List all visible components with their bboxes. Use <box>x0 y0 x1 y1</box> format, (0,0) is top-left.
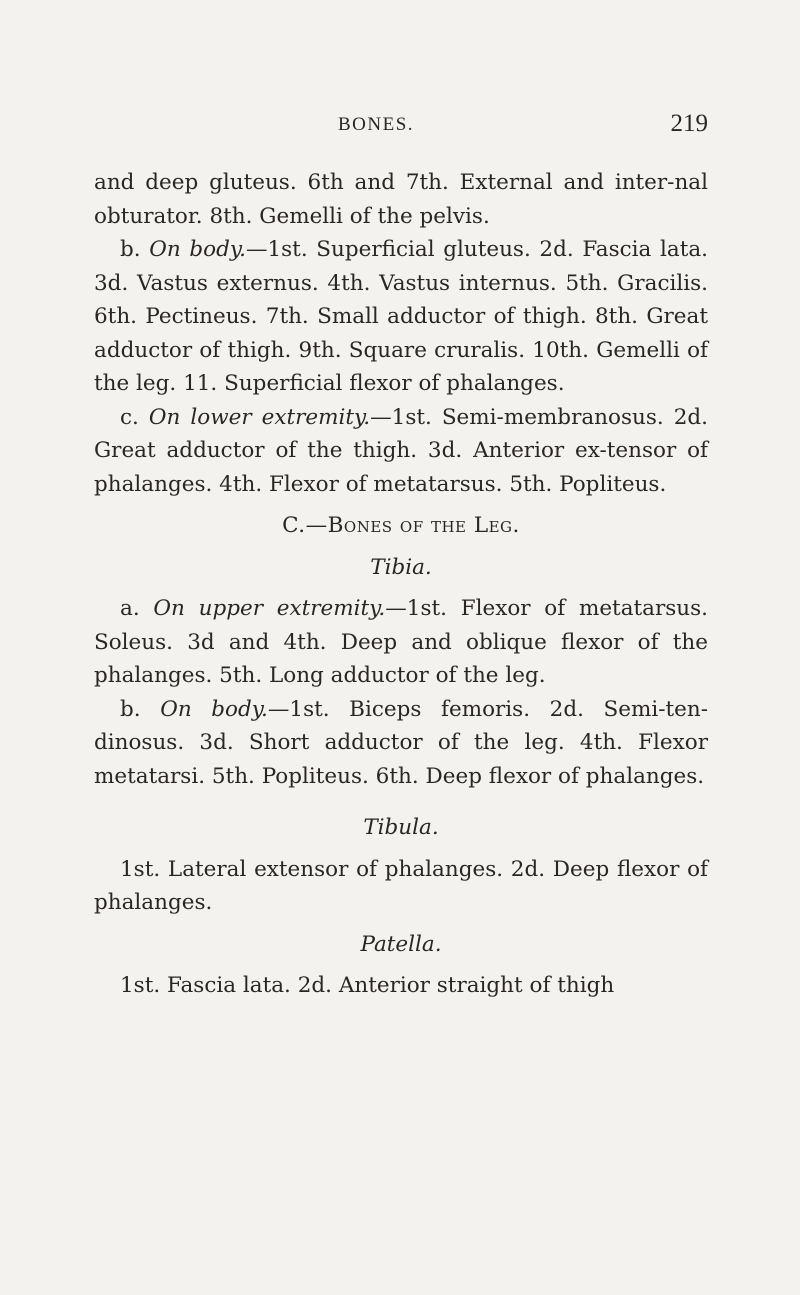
tibia-upper-extremity: a. On upper extremity.—1st. Flexor of metatarsus. Soleus. 3d and 4th. Deep and oblique flexor of the phalanges. 5th. Long adductor of the leg. <box>94 596 708 688</box>
paragraph-continuation: and deep gluteus. 6th and 7th. External and inter-nal obturator. 8th. Gemelli of the pelvis. <box>94 170 708 229</box>
page-number: 219 <box>670 110 708 137</box>
section-heading: C.—Bones of the Leg. <box>282 513 520 538</box>
tibia-body: b. On body.—1st. Biceps femoris. 2d. Semi-ten-dinosus. 3d. Short adductor of the leg. 4th. Flexor metatarsi. 5th. Popliteus. 6th. Deep flexor of phalanges. <box>94 696 708 789</box>
tibia-heading: Tibia. <box>370 554 432 580</box>
fibula-heading: Tibula. <box>363 815 439 840</box>
paragraph-lower-extremity: c. On lower extremity.—1st. Semi-membranosus. 2d. Great adductor of the thigh. 3d. Anterior ex-tensor of phalanges. 4th. Flexor of metatarsus. 5th. Popliteus. <box>94 404 708 497</box>
page-body <box>94 166 708 1003</box>
paragraph-on-body: b. On body.—1st. Superficial gluteus. 2d. Fascia lata. 3d. Vastus externus. 4th. Vastus internus. 5th. Gracilis. 6th. Pectineus. 7th. Small adductor of thigh. 8th. Great adductor of thigh. 9th. Square cruralis. 10th. Gemelli of the leg. 11. Superficial flexor of phalanges. <box>94 237 708 396</box>
patella-text: 1st. Fascia lata. 2d. Anterior straight of thigh <box>120 973 615 998</box>
patella-heading: Patella. <box>360 931 442 957</box>
running-header <box>338 112 708 142</box>
fibula-text: 1st. Lateral extensor of phalanges. 2d. Deep flexor of phalanges. <box>94 856 708 915</box>
running-title: BONES. <box>338 114 415 135</box>
